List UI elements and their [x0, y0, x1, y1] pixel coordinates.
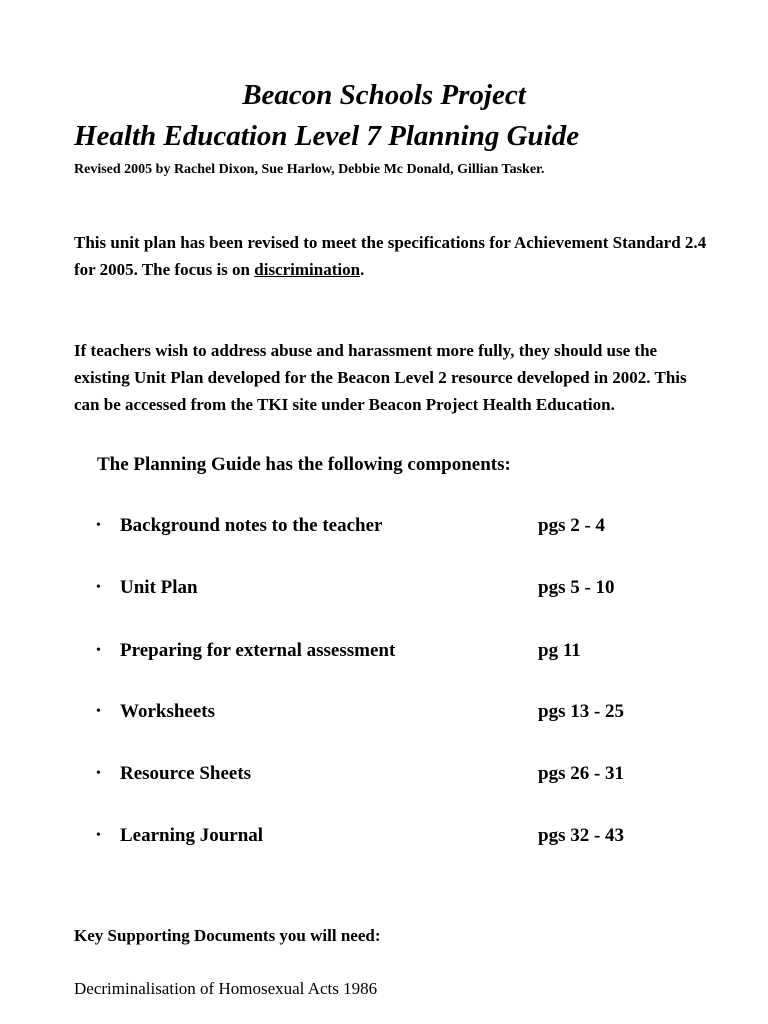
- abuse-harassment-paragraph: If teachers wish to address abuse and harassment more fully, they should use the existing Unit Plan developed for the Beacon Level 2 resource developed in 2002. This can be accessed from the TKI site under Beacon Project Health Education.: [74, 341, 687, 414]
- component-pages: pgs 26 - 31: [538, 763, 625, 784]
- component-label: Worksheets: [120, 701, 215, 722]
- bullet-icon: •: [96, 643, 101, 658]
- bullet-icon: •: [96, 518, 101, 533]
- bullet-icon: •: [96, 766, 101, 781]
- intro-period: .: [360, 260, 365, 279]
- intro-text: This unit plan has been revised to meet the specifications for Achievement Standard 2.4 for 2005. The focus is on: [74, 233, 707, 279]
- component-label: Resource Sheets: [120, 763, 252, 784]
- intro-paragraph: [74, 229, 714, 283]
- list-item: [0, 638, 768, 664]
- bullet-icon: •: [96, 704, 101, 719]
- component-label: Background notes to the teacher: [120, 515, 383, 536]
- components-heading: The Planning Guide has the following components:: [97, 454, 511, 475]
- supporting-doc-item: Decriminalisation of Homosexual Acts 1986: [74, 979, 378, 998]
- component-pages: pg 11: [538, 640, 581, 661]
- bullet-icon: •: [96, 828, 101, 843]
- revision-note: Revised 2005 by Rachel Dixon, Sue Harlow, Debbie Mc Donald, Gillian Tasker.: [74, 162, 545, 177]
- component-pages: pgs 32 - 43: [538, 825, 625, 846]
- component-pages: pgs 13 - 25: [538, 701, 625, 722]
- guide-title: Health Education Level 7 Planning Guide: [74, 120, 580, 152]
- component-label: Unit Plan: [120, 577, 198, 598]
- list-item: [0, 575, 768, 601]
- project-title-text: Beacon Schools Project: [242, 79, 526, 111]
- component-pages: pgs 2 - 4: [538, 515, 606, 536]
- project-title: [0, 78, 768, 112]
- supporting-docs-heading: Key Supporting Documents you will need:: [74, 926, 381, 945]
- discrimination-link: discrimination: [254, 260, 361, 279]
- component-pages: pgs 5 - 10: [538, 577, 615, 598]
- list-item: [0, 699, 768, 725]
- component-label: Preparing for external assessment: [120, 640, 396, 661]
- list-item: [0, 761, 768, 787]
- list-item: [0, 823, 768, 849]
- component-label: Learning Journal: [120, 825, 264, 846]
- list-item: [0, 513, 768, 539]
- bullet-icon: •: [96, 580, 101, 595]
